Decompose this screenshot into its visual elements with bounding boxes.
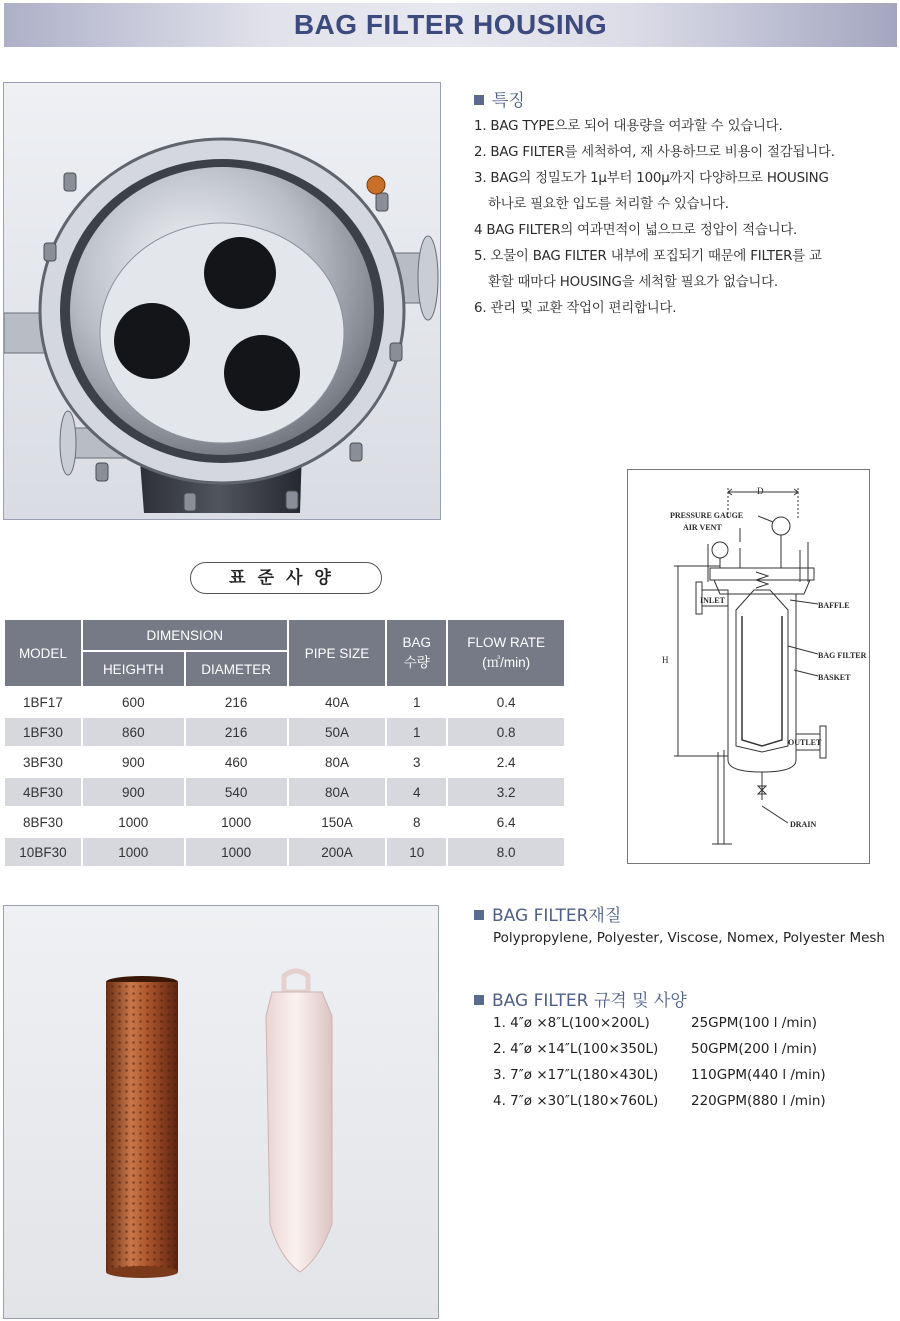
feature-item: 6. 관리 및 교환 작업이 편리합니다. [474, 301, 677, 316]
bag-basket-illustration [4, 906, 438, 1318]
col-header-bag: BAG 수량 [387, 620, 446, 686]
title-bar [4, 3, 897, 47]
square-bullet-icon [474, 995, 484, 1005]
materials-heading: BAG FILTER재질 [474, 901, 621, 926]
feature-item: 환할 때마다 HOUSING을 세척할 필요가 없습니다. [488, 275, 778, 290]
standard-spec-title: 표준사양 [190, 562, 382, 594]
bag-basket-photo [3, 905, 439, 1319]
diagram-drawing [628, 470, 869, 863]
table-row: 1BF17 600 216 40A 1 0.4 [5, 688, 564, 716]
features-list [474, 114, 894, 322]
spec-table [3, 618, 566, 868]
label-h: H [662, 655, 669, 665]
label-pressure-gauge: PRESSURE GAUGE [670, 511, 744, 520]
square-bullet-icon [474, 910, 484, 920]
label-basket: BASKET [818, 673, 851, 682]
table-row: 4BF30 900 540 80A 4 3.2 [5, 778, 564, 806]
feature-item: 4 BAG FILTER의 여과면적이 넓으므로 정압이 적습니다. [474, 223, 798, 238]
label-outlet: OUTLET [788, 738, 822, 747]
housing-illustration [4, 83, 440, 519]
housing-photo [3, 82, 441, 520]
housing-diagram [627, 469, 870, 864]
list-item: 2. 4″ø ×14″L(100×350L) 50GPM(200 l /min) [493, 1041, 818, 1057]
table-row: 8BF30 1000 1000 150A 8 6.4 [5, 808, 564, 836]
bag-specs-heading: BAG FILTER 규격 및 사양 [474, 986, 687, 1011]
feature-item: 1. BAG TYPE으로 되어 대용량을 여과할 수 있습니다. [474, 119, 783, 134]
features-heading: 특징 [474, 86, 525, 111]
list-item: 3. 7″ø ×17″L(180×430L) 110GPM(440 l /min) [493, 1067, 826, 1083]
label-inlet: INLET [700, 596, 725, 605]
col-header-dimension: DIMENSION [83, 620, 287, 650]
col-header-flow-rate: FLOW RATE (㎥/min) [448, 620, 564, 686]
label-drain: DRAIN [790, 820, 817, 829]
list-item: 4. 7″ø ×30″L(180×760L) 220GPM(880 l /min) [493, 1093, 826, 1109]
col-header-pipe-size: PIPE SIZE [289, 620, 386, 686]
table-row: 10BF30 1000 1000 200A 10 8.0 [5, 838, 564, 866]
list-item: 1. 4″ø ×8″L(100×200L) 25GPM(100 l /min) [493, 1015, 818, 1031]
feature-item: 5. 오물이 BAG FILTER 내부에 포집되기 때문에 FILTER를 교 [474, 249, 822, 264]
table-row: 3BF30 900 460 80A 3 2.4 [5, 748, 564, 776]
feature-item: 하나로 필요한 입도를 처리할 수 있습니다. [488, 197, 729, 212]
label-air-vent: AIR VENT [683, 523, 722, 532]
feature-item: 3. BAG의 정밀도가 1μ부터 100μ까지 다양하므로 HOUSING [474, 171, 829, 186]
label-bag-filter: BAG FILTER [818, 651, 867, 660]
page-title: BAG FILTER HOUSING [293, 9, 608, 40]
table-row: 1BF30 860 216 50A 1 0.8 [5, 718, 564, 746]
col-header-height: HEIGHTH [83, 652, 184, 686]
bag-specs-list [493, 1010, 826, 1114]
square-bullet-icon [474, 95, 484, 105]
col-header-diameter: DIAMETER [186, 652, 287, 686]
feature-item: 2. BAG FILTER를 세척하여, 재 사용하므로 비용이 절감됩니다. [474, 145, 835, 160]
label-baffle: BAFFLE [818, 601, 850, 610]
label-d: D [757, 486, 764, 496]
materials-text: Polypropylene, Polyester, Viscose, Nomex, Polyester Mesh [493, 930, 885, 946]
col-header-model: MODEL [5, 620, 81, 686]
